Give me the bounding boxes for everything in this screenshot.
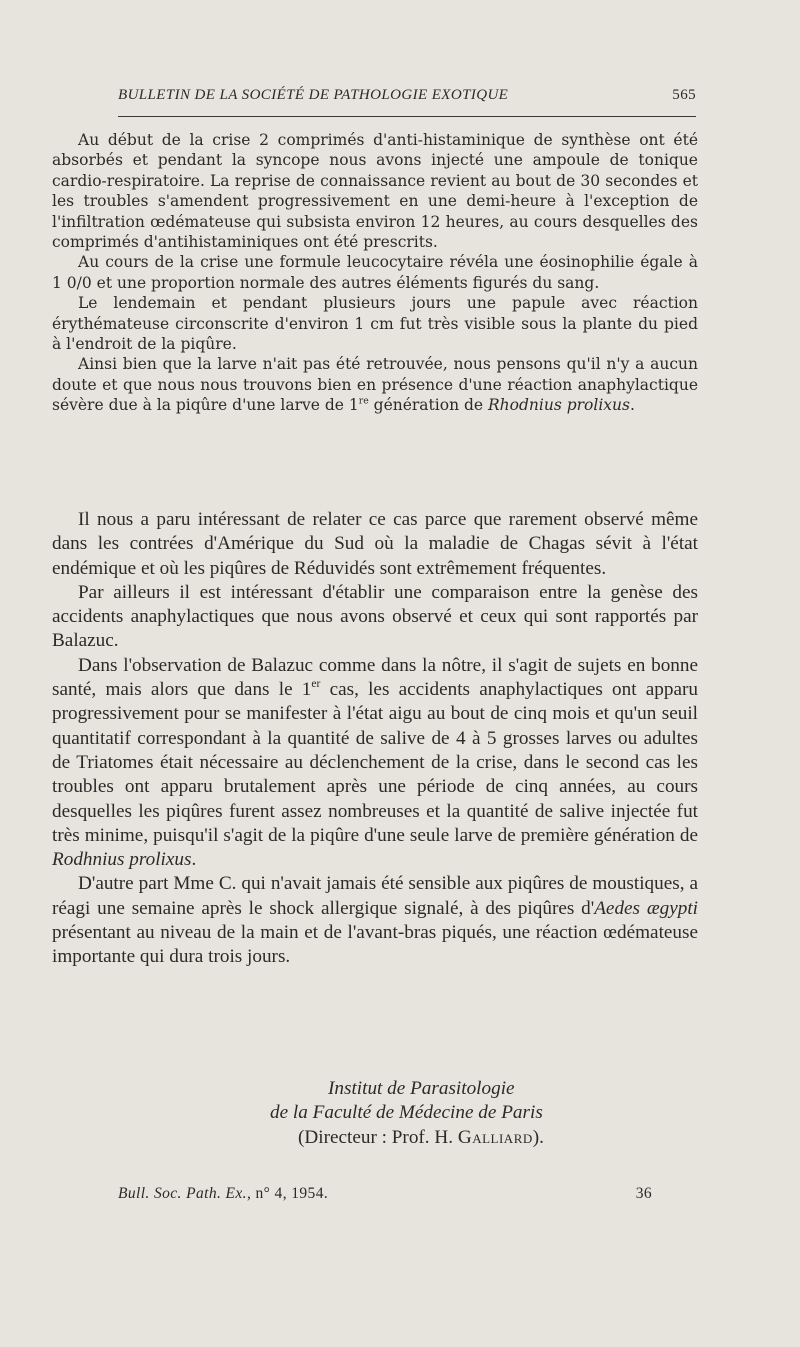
species-name: Rodhnius prolixus — [52, 849, 192, 871]
paragraph-leukocyte-formula: Au cours de la crise une formule leucocytaire révéla une éosinophilie égale à 1 0/0 et une proportion normale des autres éléments figurés du sang. — [52, 253, 698, 292]
institute-line: Institut de Parasitologie — [328, 1078, 515, 1099]
ordinal-superscript: er — [311, 678, 321, 691]
journal-title: BULLETIN DE LA SOCIÉTÉ DE PATHOLOGIE EXOTIQUE — [118, 87, 509, 103]
ordinal-superscript: re — [358, 395, 369, 407]
faculty-line: de la Faculté de Médecine de Paris — [270, 1102, 543, 1124]
director-name: Galliard — [457, 1126, 533, 1148]
conclusion-text: Ainsi bien que la larve n'ait pas été retrouvée, nous pensons qu'il n'y a aucun doute et que nous nous trouvons bien en présence d'une réaction anaphylactique sévère due à la piqûre d'une larve de 1 — [52, 355, 698, 415]
affiliation-signature — [52, 1077, 698, 1150]
citation — [118, 1185, 328, 1203]
citation-issue: , n° 4, 1954. — [246, 1185, 329, 1202]
paragraph-papule: Le lendemain et pendant plusieurs jours une papule avec réaction érythémateuse circonscrite d'environ 1 cm fut très visible sous la plante du pied à l'endroit de la piqûre. — [52, 294, 698, 354]
paragraph-conclusion — [52, 354, 698, 415]
balazuc-end: . — [191, 849, 197, 871]
citation-journal: Bull. Soc. Path. Ex. — [118, 1185, 247, 1202]
conclusion-end: . — [629, 396, 635, 415]
mosquito-text-cont: présentant au niveau de la main et de l'avant-bras piqués, une réaction œdémateuse importante qui dura trois jours. — [52, 922, 698, 968]
balazuc-text-cont: cas, les accidents anaphylactiques ont apparu progressivement pour se manifester à l'état aigu au bout de cinq mois et qu'un seuil quantitatif correspondant à la quantité de salive de 4 à 5 grosses larves ou adultes de Triatomes était nécessaire au déclenchement de la crise, dans le second cas les troubles ont apparu brutalement après une période de cinq années, au cours desquelles les piqûres furent assez nombreuses et la quantité de salive injectée fut très minime, puisqu'il s'agit de la piqûre d'une seule larve de première génération de — [52, 679, 698, 846]
sheet-number: 36 — [635, 1185, 652, 1202]
balazuc-text: Dans l'observation de Balazuc comme dans la nôtre, il s'agit de sujets en bonne santé, mais alors que dans le 1 — [52, 654, 698, 701]
paragraph-comparison: Par ailleurs il est intéressant d'établir une comparaison entre la genèse des accidents anaphylactiques que nous avons observé et ceux qui sont rapportés par Balazuc. — [52, 581, 698, 652]
director-line — [52, 1126, 698, 1150]
discussion-text — [52, 508, 698, 970]
director-prefix: (Directeur : Prof. H. — [298, 1126, 458, 1148]
director-suffix: ). — [532, 1126, 544, 1148]
species-name: Aedes ægypti — [594, 897, 699, 919]
header-rule — [118, 116, 696, 117]
mosquito-text: D'autre part Mme C. qui n'avait jamais été sensible aux piqûres de moustiques, a réagi une semaine après le shock allergique signalé, à des piqûres d' — [52, 873, 698, 919]
conclusion-text-cont: génération de — [368, 396, 488, 415]
paragraph-balazuc — [52, 654, 698, 873]
paragraph-mosquitoes — [52, 872, 698, 969]
species-name: Rhodnius prolixus — [488, 396, 630, 415]
paragraph-rarity: Il nous a paru intéressant de relater ce cas parce que rarement observé même dans les contrées d'Amérique du Sud où la maladie de Chagas sévit à l'état endémique et où les piqûres de Réduvidés sont extrêmement fréquentes. — [52, 509, 698, 579]
paragraph-treatment: Au début de la crise 2 comprimés d'anti-histaminique de synthèse ont été absorbés et pendant la syncope nous avons injecté une ampoule de tonique cardio-respiratoire. La reprise de connaissance revient au bout de 30 secondes et les troubles s'amendent progressivement en une demi-heure à l'exception de l'infiltration œdémateuse qui subsista environ 12 heures, au cours desquelles des comprimés d'antihistaminiques ont été prescrits. — [52, 131, 698, 252]
page-number: 565 — [672, 87, 696, 103]
case-report-small-text — [52, 130, 698, 416]
